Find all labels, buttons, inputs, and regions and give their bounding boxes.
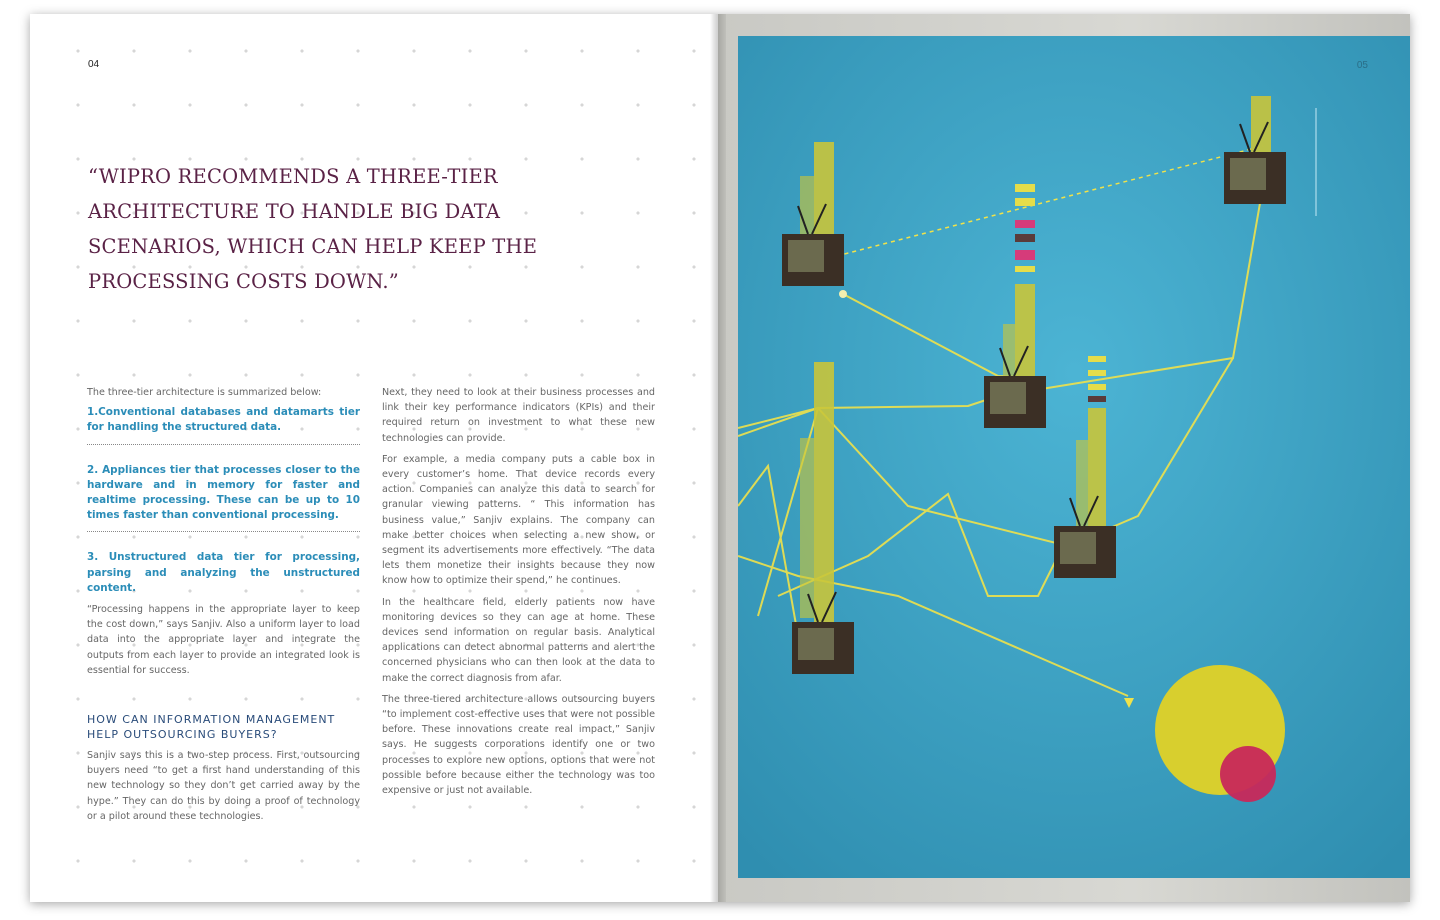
- pull-quote: “WIPRO RECOMMENDS A THREE-TIER ARCHITECTURE TO HANDLE BIG DATA SCENARIOS, WHICH CAN HELP KEEP THE PROCESSING COSTS DOWN.”: [88, 165, 538, 293]
- right-page: [718, 14, 1410, 902]
- spine-shadow: [710, 14, 726, 902]
- intro-text: The three-tier architecture is summarized below:: [87, 387, 322, 398]
- body-paragraph: Sanjiv says this is a two-step process. First, outsourcing buyers need “to get a first hand understanding of this new technology so they don’t get carried away by the hype.” They can do this by doing a proof of technology or a pilot around these technologies.: [87, 750, 360, 822]
- tier-2-text: 2. Appliances tier that processes closer to the hardware and in memory for faster and realtime processing. These can be up to 10 times faster than conventional processing.: [87, 463, 360, 522]
- body-paragraph: “Processing happens in the appropriate layer to keep the cost down,” says Sanjiv. Also a uniform layer to load data into the appropriate layer and integrate the outputs from each layer to provide an integrated look is essential for success.: [87, 604, 360, 676]
- text-column-2: [382, 385, 655, 804]
- left-page: [30, 14, 718, 902]
- illustration-svg: [738, 36, 1410, 878]
- red-dot: [1220, 746, 1276, 802]
- page-number-right: 05: [1356, 60, 1368, 71]
- body-paragraph: For example, a media company puts a cable box in every customer’s home. That device records every action. Companies can analyze this data to search for granular viewing patterns. “ This information has business value,” Sanjiv explains. The company can make better choices when selecting a new show, or segment its advertisements more effectively. “The data lets them monetize their insights because they now know how to optimize their spend,” he continues.: [382, 453, 655, 587]
- divider: [87, 531, 360, 532]
- node-dot: [839, 290, 847, 298]
- tier-1-text: 1.Conventional databases and datamarts tier for handling the structured data.: [87, 406, 360, 434]
- body-paragraph: Next, they need to look at their business processes and link their key performance indicators (KPIs) and their required return on investment to what these new technologies can provide.: [382, 387, 655, 444]
- body-paragraph: In the healthcare field, elderly patients now have monitoring devices so they can age at home. These devices send information on regular basis. Analytical applications can detect abnormal patterns and alert the concerned physicians who can then look at the data to make the correct diagnosis from afar.: [382, 596, 655, 684]
- body-paragraph: The three-tiered architecture allows outsourcing buyers “to implement cost-effective uses that were not possible before. These innovations create real impact,” Sanjiv says. He suggests corporations identify one or two processes to explore new options, options that were not possible before because either the technology was too expensive or just not available.: [382, 693, 655, 797]
- magazine-spread: [30, 14, 1410, 902]
- tier-3-text: 3. Unstructured data tier for processing, parsing and analyzing the unstructured content.: [87, 551, 360, 594]
- text-column-1: [87, 385, 360, 830]
- section-heading: HOW CAN INFORMATION MANAGEMENT HELP OUTSOURCING BUYERS?: [87, 713, 336, 742]
- divider: [87, 444, 360, 445]
- page-number-left: 04: [88, 59, 100, 70]
- network-of-televisions-illustration: [738, 36, 1410, 878]
